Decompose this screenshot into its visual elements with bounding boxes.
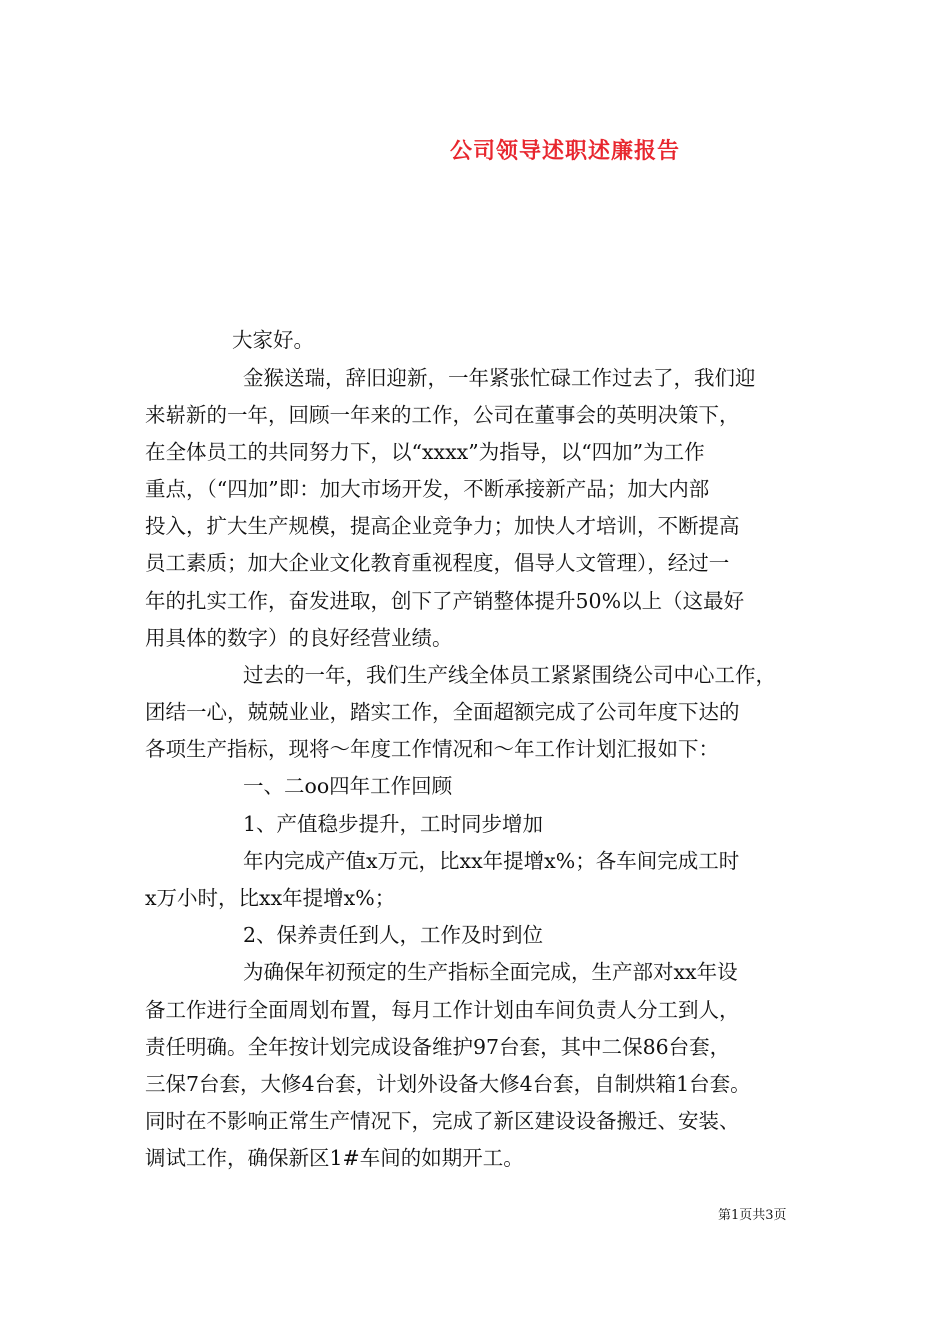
paragraph-line: x万小时，比xx年提增x%； <box>145 886 396 910</box>
paragraph-line: 年的扎实工作，奋发进取，创下了产销整体提升50%以上（这最好 <box>145 589 745 613</box>
paragraph-line: 责任明确。全年按计划完成设备维护97台套，其中二保86台套， <box>145 1035 731 1059</box>
paragraph-line: 为确保年初预定的生产指标全面完成，生产部对xx年设 <box>243 960 738 984</box>
paragraph-line: 备工作进行全面周划布置，每月工作计划由车间负责人分工到人， <box>145 998 740 1022</box>
page-number: 第1页共3页 <box>718 1208 787 1223</box>
paragraph-line: 重点，（“四加”即：加大市场开发，不断承接新产品；加大内部 <box>145 477 710 501</box>
paragraph-line: 团结一心，兢兢业业，踏实工作，全面超额完成了公司年度下达的 <box>145 700 740 724</box>
paragraph-line: 调试工作，确保新区1#车间的如期开工。 <box>145 1146 524 1170</box>
document-title: 公司领导述职述廉报告 <box>450 138 681 164</box>
section-heading: 一、二oo四年工作回顾 <box>243 774 453 798</box>
paragraph-line: 三保7台套，大修4台套，计划外设备大修4台套，自制烘箱1台套。 <box>145 1072 751 1096</box>
paragraph-line: 过去的一年，我们生产线全体员工紧紧围绕公司中心工作， <box>243 663 776 687</box>
paragraph-line: 各项生产指标，现将～年度工作情况和～年工作计划汇报如下： <box>145 737 719 761</box>
paragraph-line: 年内完成产值x万元，比xx年提增x%；各车间完成工时 <box>243 849 740 873</box>
paragraph-line: 来崭新的一年，回顾一年来的工作，公司在董事会的英明决策下， <box>145 403 740 427</box>
subsection-heading: 2、保养责任到人，工作及时到位 <box>243 923 544 947</box>
paragraph-line: 用具体的数字）的良好经营业绩。 <box>145 626 453 650</box>
paragraph-line: 同时在不影响正常生产情况下，完成了新区建设设备搬迁、安装、 <box>145 1109 740 1133</box>
paragraph-line: 在全体员工的共同努力下，以“xxxx”为指导，以“四加”为工作 <box>145 440 705 464</box>
paragraph-line: 大家好。 <box>232 328 314 352</box>
paragraph-line: 投入，扩大生产规模，提高企业竞争力；加快人才培训，不断提高 <box>145 514 740 538</box>
subsection-heading: 1、产值稳步提升，工时同步增加 <box>243 812 544 836</box>
paragraph-line: 员工素质；加大企业文化教育重视程度，倡导人文管理），经过一 <box>145 551 730 575</box>
paragraph-line: 金猴送瑞，辞旧迎新，一年紧张忙碌工作过去了，我们迎 <box>243 366 756 390</box>
